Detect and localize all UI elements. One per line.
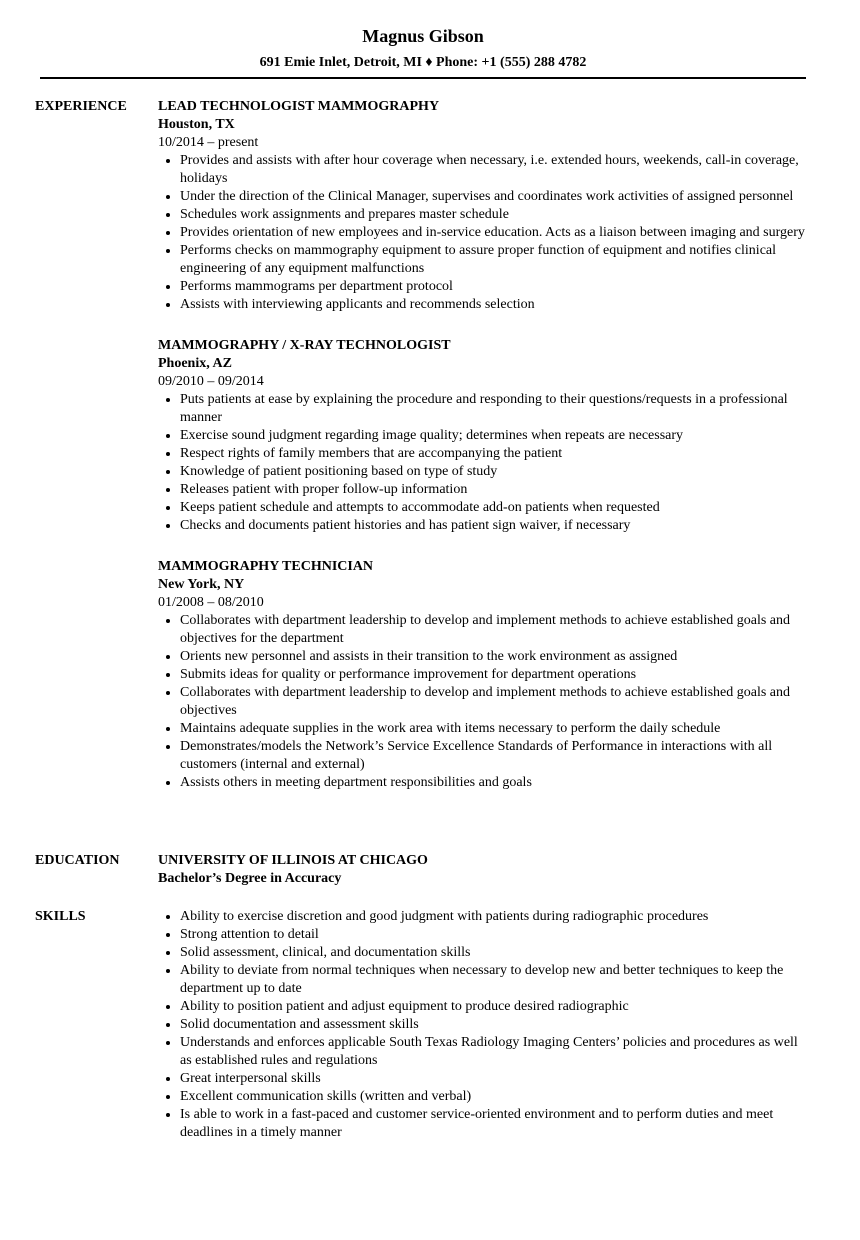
job-bullet: • Provides and assists with after hour coverage when necessary, i.e. extended hours, weekends, call-in coverage, holidays — [180, 152, 812, 188]
job-bullet: • Provides orientation of new employees and in-service education. Acts as a liaison between imaging and surgery — [180, 224, 812, 242]
job-bullet-list — [158, 391, 812, 535]
contact-line: 691 Emie Inlet, Detroit, MI ♦ Phone: +1 (555) 288 4782 — [259, 55, 587, 70]
job-title: MAMMOGRAPHY / X-RAY TECHNOLOGIST — [158, 338, 451, 353]
job-bullet-list — [158, 612, 812, 792]
skill-item: • Understands and enforces applicable South Texas Radiology Imaging Centers’ policies and procedures as well as established rules and regulations — [180, 1034, 812, 1070]
job-bullet: • Puts patients at ease by explaining the procedure and responding to their questions/requests in a professional manner — [180, 391, 812, 427]
job-bullet: • Assists others in meeting department responsibilities and goals — [180, 774, 812, 792]
job-title: MAMMOGRAPHY TECHNICIAN — [158, 559, 374, 574]
skill-item: • Ability to exercise discretion and good judgment with patients during radiographic procedures — [180, 908, 812, 926]
job-bullet: • Collaborates with department leadership to develop and implement methods to achieve established goals and objectives — [180, 684, 812, 720]
skill-item: • Great interpersonal skills — [180, 1070, 812, 1088]
job-bullet: • Under the direction of the Clinical Manager, supervises and coordinates work activities of assigned personnel — [180, 188, 812, 206]
candidate-name: Magnus Gibson — [362, 26, 484, 46]
skill-item: • Solid assessment, clinical, and documentation skills — [180, 944, 812, 962]
job-title: LEAD TECHNOLOGIST MAMMOGRAPHY — [158, 99, 440, 114]
skill-item: • Solid documentation and assessment skills — [180, 1016, 812, 1034]
job-bullet: • Exercise sound judgment regarding image quality; determines when repeats are necessary — [180, 427, 812, 445]
skills-list — [158, 908, 812, 1142]
job-location: Phoenix, AZ — [158, 356, 232, 371]
job-bullet: • Assists with interviewing applicants and recommends selection — [180, 296, 812, 314]
job-bullet: • Respect rights of family members that are accompanying the patient — [180, 445, 812, 463]
skill-item: • Ability to deviate from normal techniques when necessary to develop new and better techniques to keep the department up to date — [180, 962, 812, 998]
education-body — [158, 852, 812, 888]
job-bullet: • Performs checks on mammography equipment to assure proper function of equipment and notifies clinical engineering of any equipment malfunctions — [180, 242, 812, 278]
job-entry — [158, 558, 812, 792]
job-location: Houston, TX — [158, 117, 235, 132]
job-bullet: • Maintains adequate supplies in the work area with items necessary to perform the daily schedule — [180, 720, 812, 738]
job-bullet: • Collaborates with department leadership to develop and implement methods to achieve established goals and objectives for the department — [180, 612, 812, 648]
skill-item: • Is able to work in a fast-paced and customer service-oriented environment and to perform duties and meet deadlines in a timely manner — [180, 1106, 812, 1142]
job-bullet: • Checks and documents patient histories and has patient sign waiver, if necessary — [180, 517, 812, 535]
skill-item: • Strong attention to detail — [180, 926, 812, 944]
skill-item: • Excellent communication skills (written and verbal) — [180, 1088, 812, 1106]
job-bullet-list — [158, 152, 812, 314]
job-bullet: • Performs mammograms per department protocol — [180, 278, 812, 296]
job-bullet: • Demonstrates/models the Network’s Service Excellence Standards of Performance in interactions with all customers (internal and external) — [180, 738, 812, 774]
section-label-experience: EXPERIENCE — [35, 99, 127, 114]
job-entry — [158, 98, 812, 314]
section-label-education: EDUCATION — [35, 853, 120, 868]
job-dates: 01/2008 – 08/2010 — [158, 595, 264, 610]
job-location: New York, NY — [158, 577, 245, 592]
section-label-skills: SKILLS — [35, 909, 86, 924]
job-dates: 09/2010 – 09/2014 — [158, 374, 264, 389]
header-divider — [40, 77, 806, 79]
job-entry — [158, 337, 812, 535]
skills-body — [158, 908, 812, 1142]
degree-name: Bachelor’s Degree in Accuracy — [158, 871, 342, 886]
school-name: UNIVERSITY OF ILLINOIS AT CHICAGO — [158, 853, 428, 868]
job-bullet: • Releases patient with proper follow-up information — [180, 481, 812, 499]
resume-header — [0, 24, 846, 72]
job-dates: 10/2014 – present — [158, 135, 259, 150]
job-bullet: • Knowledge of patient positioning based on type of study — [180, 463, 812, 481]
skill-item: • Ability to position patient and adjust equipment to produce desired radiographic — [180, 998, 812, 1016]
job-bullet: • Keeps patient schedule and attempts to accommodate add-on patients when requested — [180, 499, 812, 517]
job-bullet: • Schedules work assignments and prepares master schedule — [180, 206, 812, 224]
job-bullet: • Orients new personnel and assists in their transition to the work environment as assigned — [180, 648, 812, 666]
experience-body — [158, 98, 812, 792]
job-bullet: • Submits ideas for quality or performance improvement for department operations — [180, 666, 812, 684]
